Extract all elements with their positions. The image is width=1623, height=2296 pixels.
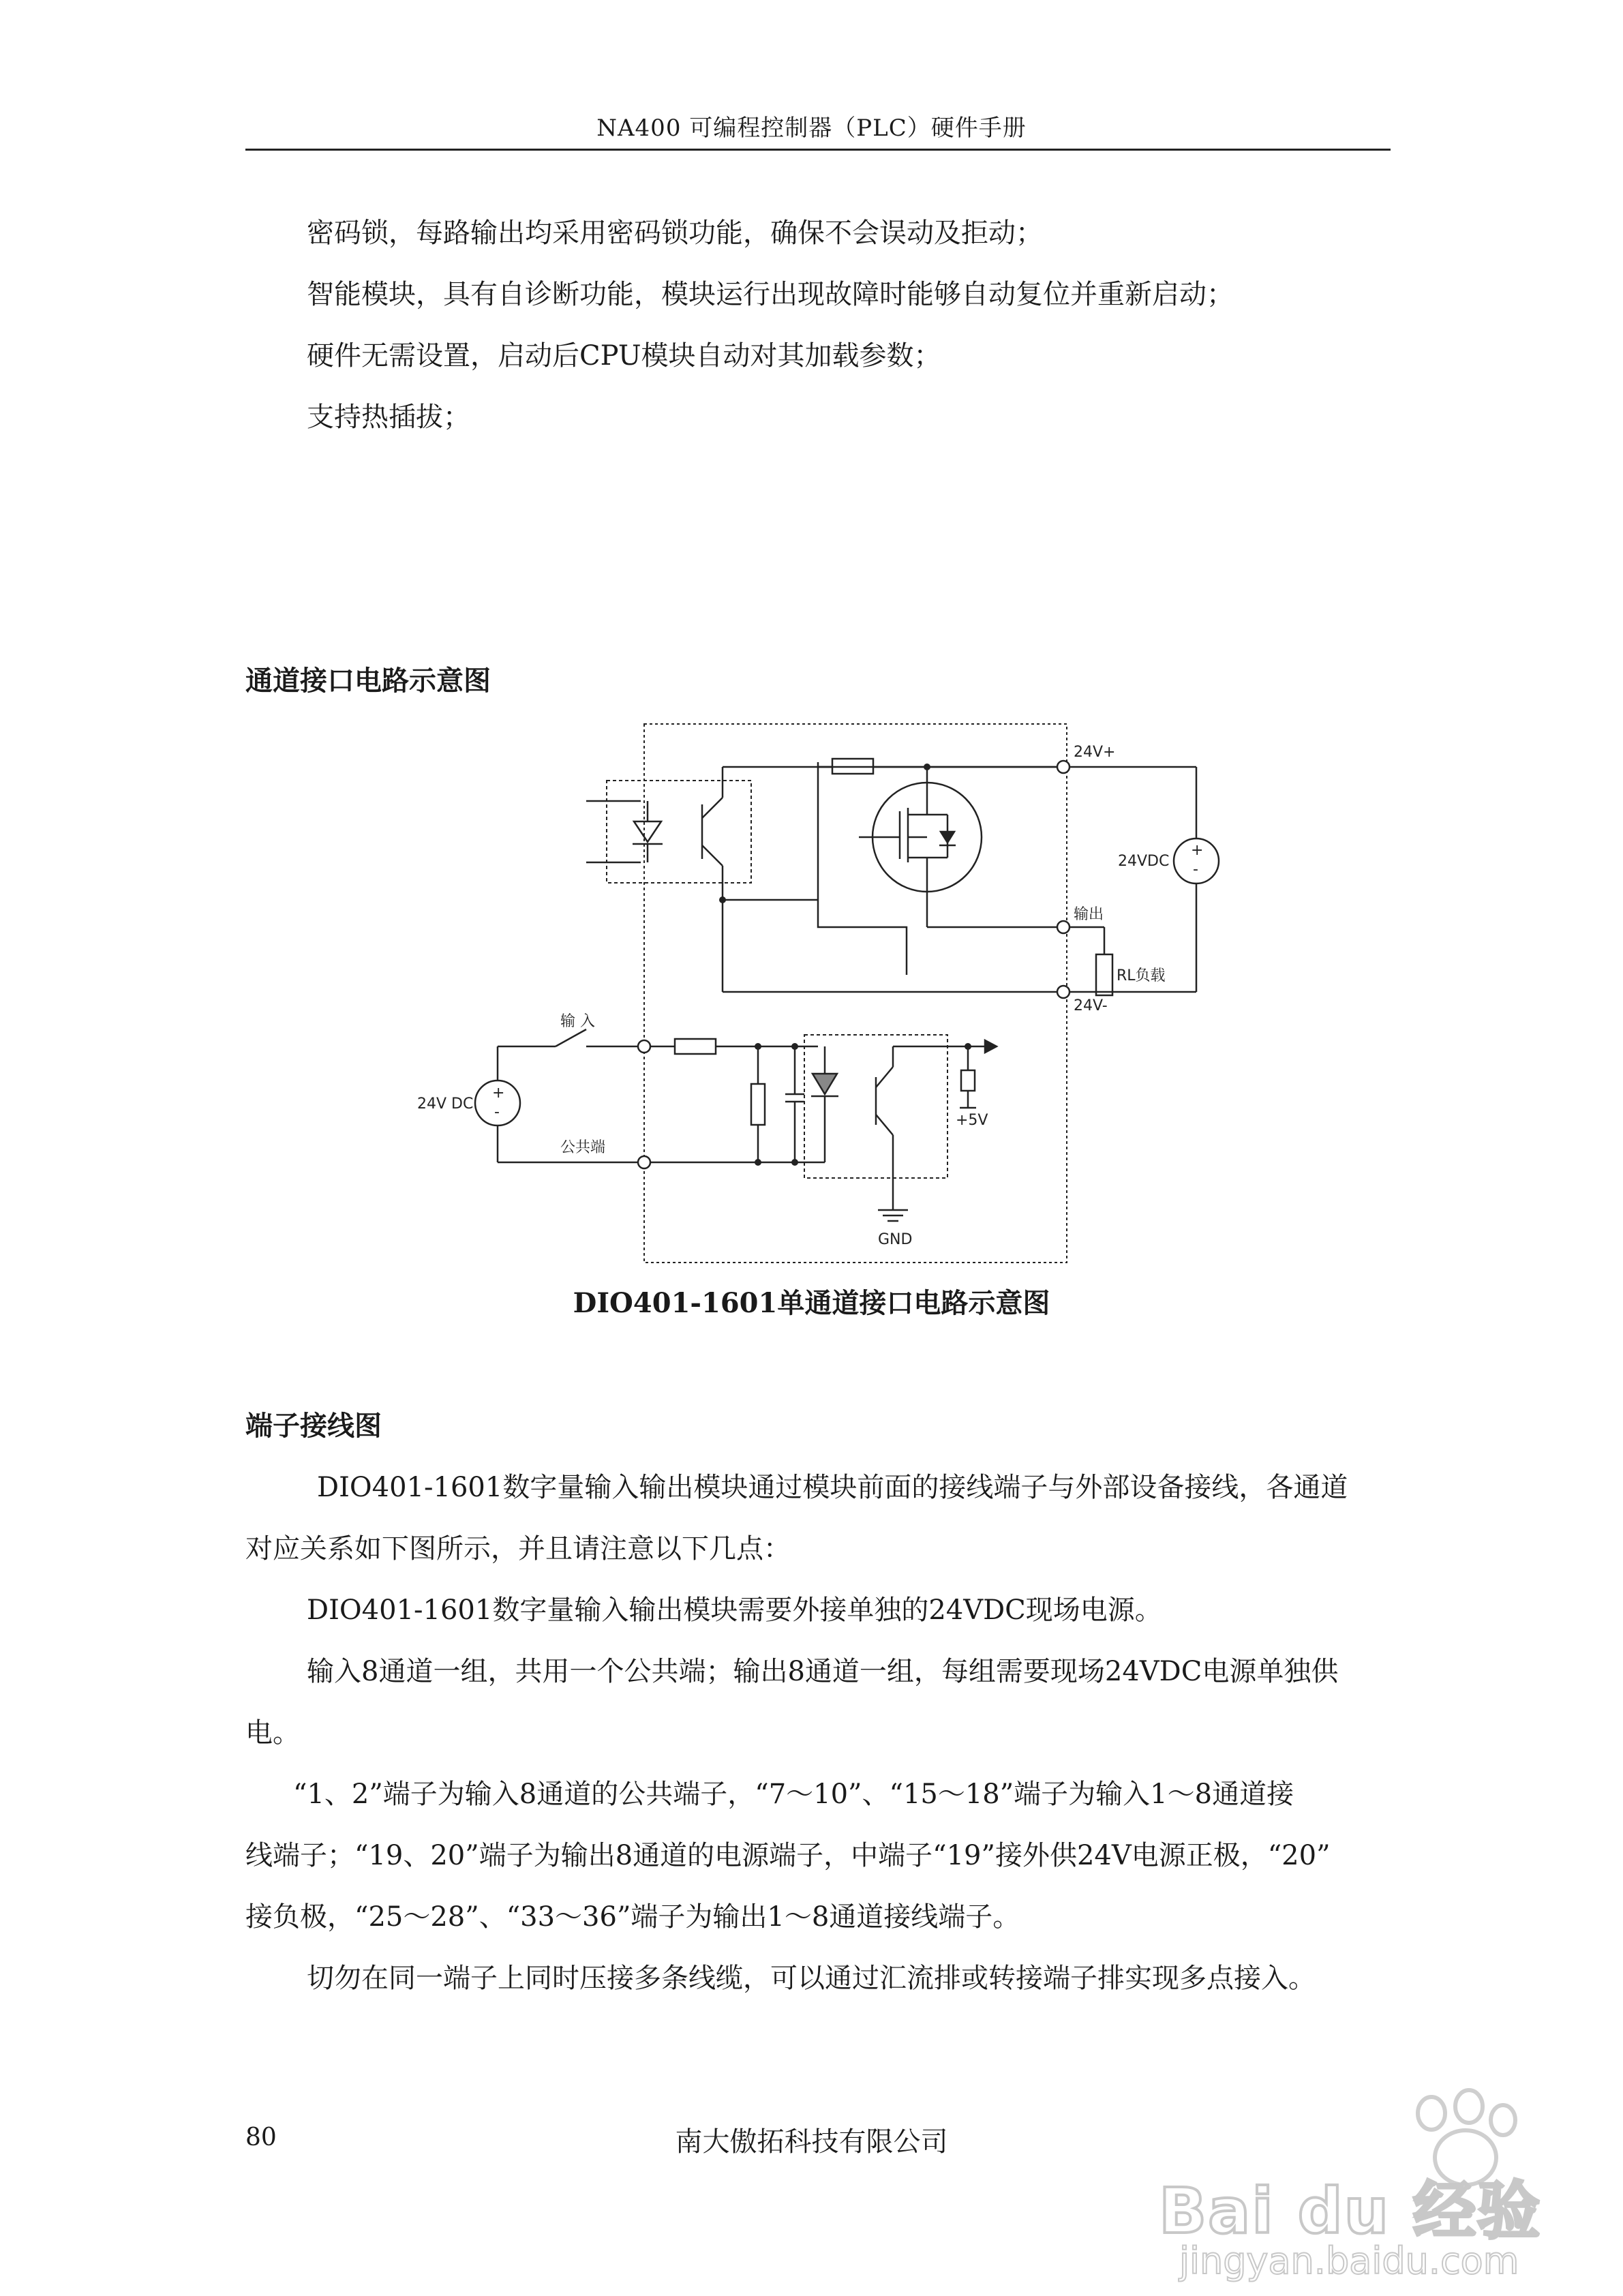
load-resistor <box>1096 954 1112 995</box>
footer-company: 南大傲拓科技有限公司 <box>675 2126 948 2158</box>
diagram-caption: DIO401-1601单通道接口电路示意图 <box>573 1287 1050 1319</box>
paragraph-line-4: 输入8通道一组，共用一个公共端；输出8通道一组，每组需要现场24VDC电源单独供 <box>307 1656 1339 1687</box>
paragraph-line-8: 接负极，“25～28”、“33～36”端子为输出1～8通道接线端子。 <box>245 1901 1020 1933</box>
label-rl-load: RL负载 <box>1117 967 1166 984</box>
paragraph-line-7: 线端子；“19、20”端子为输出8通道的电源端子，中端子“19”接外供24V电源正极，“20” <box>245 1840 1331 1871</box>
paragraph-line-2: 对应关系如下图所示，并且请注意以下几点： <box>245 1533 791 1565</box>
paragraph-line-9: 切勿在同一端子上同时压接多条线缆，可以通过汇流排或转接端子排实现多点接入。 <box>307 1963 1316 1994</box>
paragraph-line-1: DIO401-1601数字量输入输出模块通过模块前面的接线端子与外部设备接线，各通道 <box>317 1472 1348 1503</box>
input-switch <box>556 1029 586 1046</box>
feature-line-2: 智能模块，具有自诊断功能，模块运行出现故障时能够自动复位并重新启动； <box>307 279 1234 310</box>
label-common: 公共端 <box>560 1139 606 1156</box>
terminal-common <box>638 1156 650 1168</box>
page-number: 80 <box>245 2124 277 2151</box>
section-heading-terminal: 端子接线图 <box>245 1410 382 1442</box>
watermark-url: jingyan.baidu.com <box>1179 2239 1519 2282</box>
label-plus5v: +5V <box>956 1112 988 1129</box>
label-output: 输出 <box>1074 906 1104 923</box>
paragraph-line-5: 电。 <box>245 1717 300 1749</box>
label-24v-dc: 24V DC <box>417 1096 474 1113</box>
label-24v-minus: 24V- <box>1074 997 1108 1014</box>
paragraph-line-3: DIO401-1601数字量输入输出模块需要外接单独的24VDC现场电源。 <box>307 1595 1162 1626</box>
terminal-output <box>1057 921 1070 933</box>
feature-line-3: 硬件无需设置，启动后CPU模块自动对其加载参数； <box>307 340 941 372</box>
label-24v-plus: 24V+ <box>1074 744 1116 761</box>
terminal-24v-plus <box>1057 761 1070 773</box>
paragraph-line-6: “1、2”端子为输入8通道的公共端子，“7～10”、“15～18”端子为输入1～8通道接 <box>293 1779 1294 1810</box>
opto-box-output <box>607 781 751 883</box>
header-rule <box>245 149 1391 151</box>
label-24vdc: 24VDC <box>1118 853 1170 870</box>
label-minus-input-source: - <box>494 1104 500 1121</box>
module-boundary <box>644 724 1067 1263</box>
watermark-brand: Bai du 经验 <box>1159 2175 1542 2248</box>
feature-line-4: 支持热插拔； <box>307 402 470 433</box>
circuit-diagram <box>382 716 1241 1275</box>
label-input: 输 入 <box>560 1013 595 1030</box>
terminal-input <box>638 1040 650 1053</box>
header-title: NA400 可编程控制器（PLC）硬件手册 <box>596 115 1027 142</box>
baidu-watermark <box>1159 2086 1581 2282</box>
label-gnd: GND <box>878 1231 913 1248</box>
label-plus-input-source: + <box>492 1085 505 1102</box>
feature-line-1: 密码锁，每路输出均采用密码锁功能，确保不会误动及拒动； <box>307 217 1043 249</box>
terminal-24v-minus <box>1057 986 1070 998</box>
section-heading-circuit: 通道接口电路示意图 <box>245 665 491 697</box>
label-plus-output-source: + <box>1191 842 1204 859</box>
input-resistor <box>675 1039 716 1054</box>
label-minus-output-source: - <box>1193 861 1198 878</box>
